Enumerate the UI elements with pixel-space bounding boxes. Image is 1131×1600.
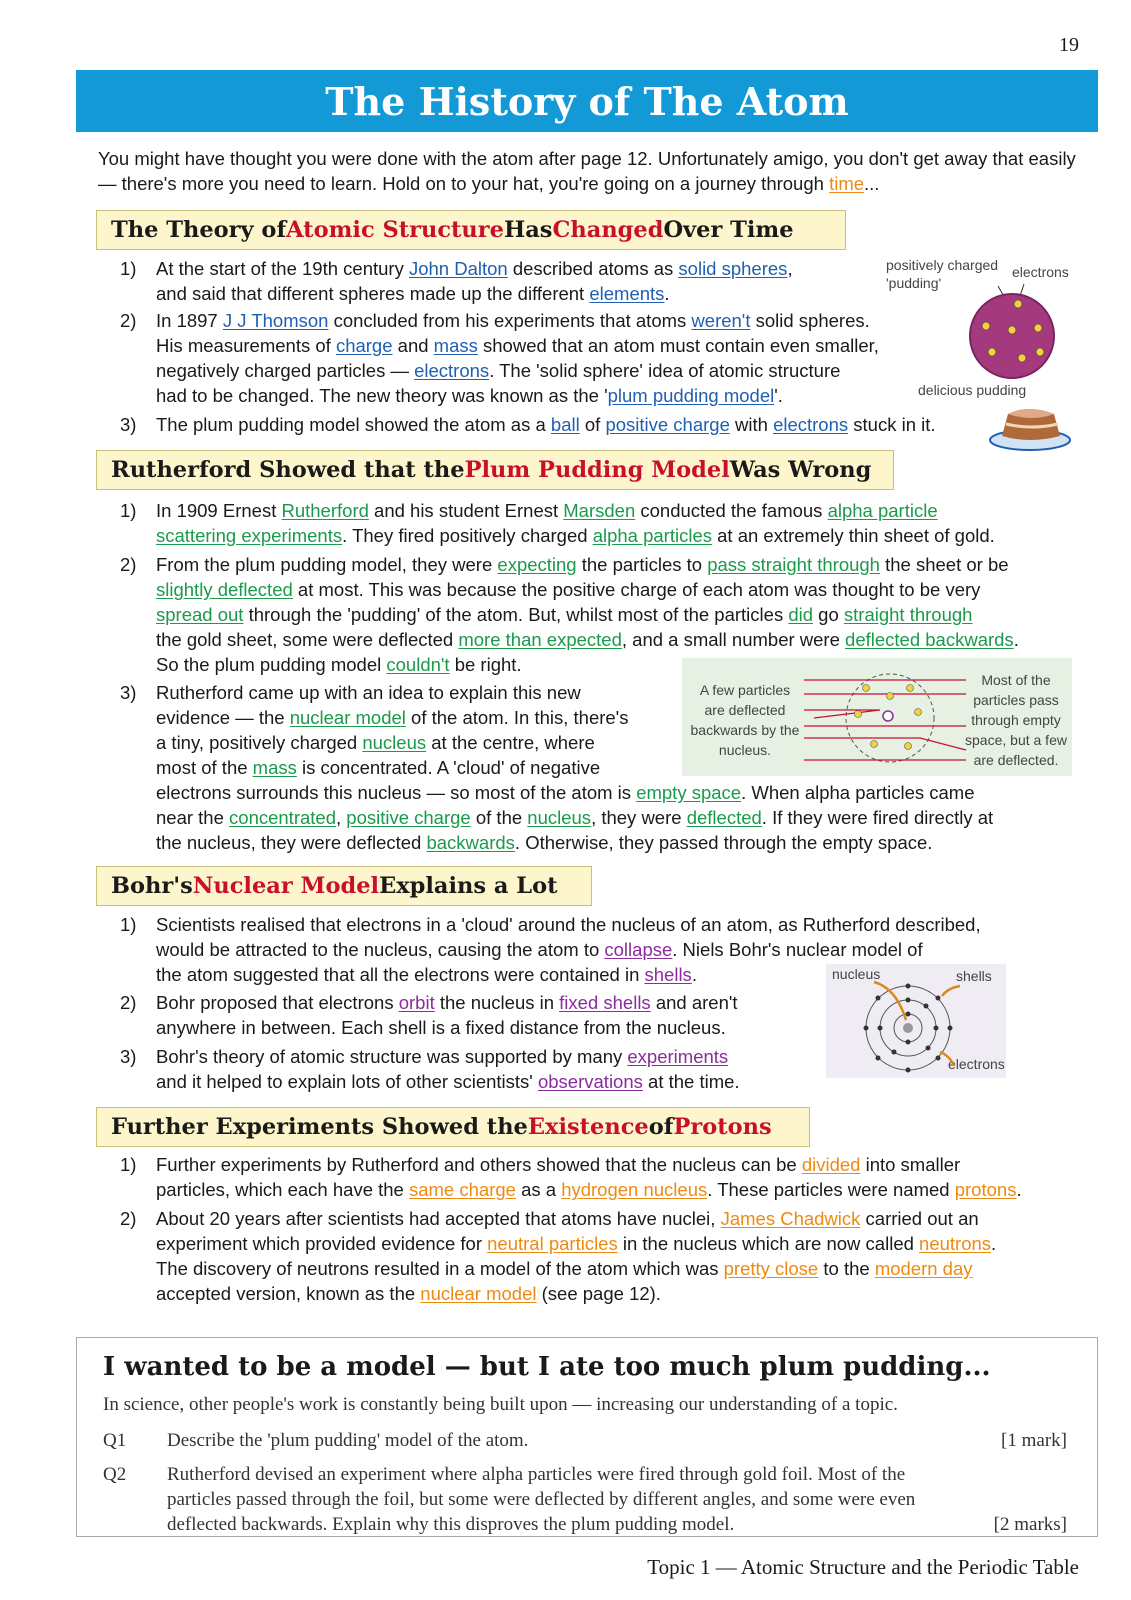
label-nucleus: nucleus	[832, 966, 881, 982]
label-shells: shells	[956, 968, 992, 984]
label-most-pass: Most of the particles pass through empty space, but a few are deflected.	[965, 672, 1067, 768]
q2-marks: [2 marks]	[993, 1514, 1067, 1535]
plum-pudding-diagram	[960, 278, 1070, 388]
q1-marks: [1 mark]	[1001, 1430, 1067, 1451]
scattering-atom-diagram	[800, 666, 970, 770]
q1-label: Q1	[103, 1430, 127, 1451]
footer-topic: Topic 1 — Atomic Structure and the Periodic Table	[647, 1555, 1079, 1579]
label-few-deflected: A few particles are deflected backwards by the nucleus.	[690, 682, 800, 758]
bohr-atom-diagram	[856, 980, 966, 1076]
label-electrons: electrons	[1012, 264, 1069, 280]
page-title: The History of The Atom	[325, 78, 849, 124]
q2-label: Q2	[103, 1464, 127, 1485]
question-box-intro: In science, other people's work is constantly being built upon — increasing our understanding of a topic.	[103, 1394, 898, 1415]
pudding-icon	[988, 400, 1074, 452]
label-delicious-pudding: delicious pudding	[918, 382, 1027, 398]
q2-text: Rutherford devised an experiment where alpha particles were fired through gold foil. Most of the particles passed through the foil, but some were deflected by different angles, and some were even deflected backwards. Explain why this disproves the plum pudding model.	[167, 1464, 916, 1535]
section-heading-theory: The Theory of Atomic Structure Has Changed Over Time	[96, 210, 846, 250]
title-banner	[76, 70, 1098, 132]
q1-text: Describe the 'plum pudding' model of the atom.	[167, 1430, 529, 1451]
question-box	[76, 1337, 1098, 1537]
label-electrons-bohr: electrons	[948, 1056, 1005, 1072]
label-positively-charged: positively charged 'pudding'	[886, 257, 999, 291]
intro-paragraph: You might have thought you were done with the atom after page 12. Unfortunately amigo, you don't get away that easily — there's more you need to learn. Hold on to your hat, you're going on a journey through time...	[98, 148, 1076, 194]
section-heading-protons: Further Experiments Showed the Existence of Protons	[96, 1107, 810, 1147]
section-heading-bohr: Bohr's Nuclear Model Explains a Lot	[96, 866, 592, 906]
page-number: 19	[1059, 34, 1079, 56]
bohr-diagram	[826, 964, 1006, 1078]
scattering-diagram	[682, 658, 1072, 776]
section-heading-rutherford: Rutherford Showed that the Plum Pudding Model Was Wrong	[96, 450, 894, 490]
question-box-title: I wanted to be a model — but I ate too much plum pudding...	[103, 1352, 991, 1382]
